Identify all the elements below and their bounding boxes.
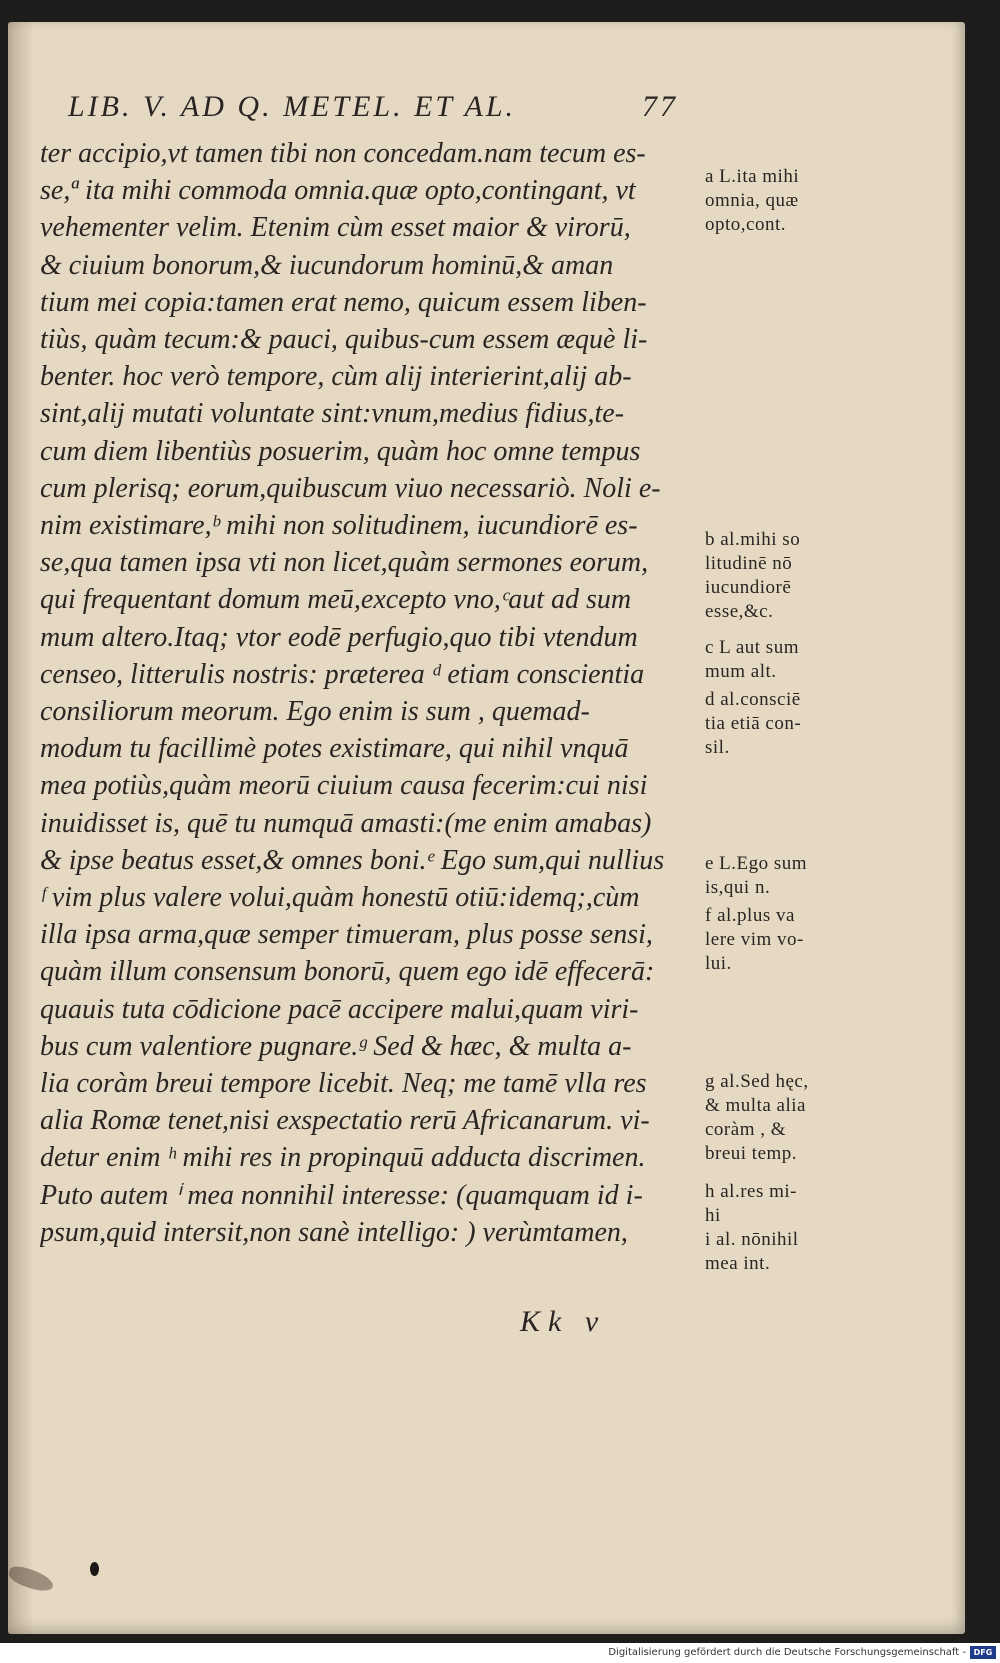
marginal-note-line: g al.Sed hęc, [705, 1071, 809, 1092]
folio-number: 77 [642, 90, 678, 123]
page-gutter-shadow [8, 22, 34, 1634]
marginal-note-c [705, 636, 855, 684]
marginal-note-h [705, 1180, 855, 1228]
text-line: bus cum valentiore pugnare.ᵍ Sed & hæc, & multa a- [40, 1030, 632, 1062]
marginal-note-line: lere vim vo- [705, 929, 804, 950]
text-line: detur enim ʰ mihi res in propinquū adducta discrimen. [40, 1142, 646, 1174]
marginal-note-line: tia etiā con- [705, 713, 802, 734]
text-line: illa ipsa arma,quæ semper timueram, plus posse sensi, [40, 919, 653, 951]
text-line: censeo, litterulis nostris: præterea ᵈ etiam conscientia [40, 658, 645, 690]
main-text-block [40, 135, 700, 1251]
marginal-note-line: esse,&c. [705, 601, 774, 622]
marginal-note-line: h al.res mi- [705, 1181, 798, 1202]
marginal-note-line: f al.plus va [705, 905, 795, 926]
marginal-note-d [705, 688, 855, 760]
text-line: se,ª ita mihi commoda omnia.quæ opto,contingant, vt [40, 175, 636, 207]
text-line: tium mei copia:tamen erat nemo, quicum essem liben- [40, 286, 647, 318]
text-line: quàm illum consensum bonorū, quem ego idē effecerā: [40, 956, 655, 988]
text-line: nim existimare,ᵇ mihi non solitudinem, iucundiorē es- [40, 510, 638, 542]
marginal-note-line: lui. [705, 953, 732, 974]
text-line: ter accipio,vt tamen tibi non concedam.nam tecum es- [40, 138, 646, 169]
text-line: se,qua tamen ipsa vti non licet,quàm sermones eorum, [40, 547, 649, 579]
text-line: modum tu facillimè potes existimare, qui nihil vnquā [40, 733, 629, 765]
marginal-note-line: b al.mihi so [705, 529, 801, 550]
text-line: quauis tuta cōdicione pacē accipere malui,quam viri- [40, 993, 639, 1025]
marginal-note-line: is,qui n. [705, 877, 771, 898]
marginal-note-line: i al. nōnihil [705, 1229, 799, 1250]
marginal-note-line: coràm , & [705, 1119, 787, 1140]
text-line: mum altero.Itaq; vtor eodē perfugio,quo tibi vtendum [40, 621, 638, 653]
marginal-note-line: e L.Ego sum [705, 853, 808, 874]
marginal-note-line: a L.ita mihi [705, 166, 800, 187]
marginal-note-line: hi [705, 1205, 721, 1226]
text-line: psum,quid intersit,non sanè intelligo: ) verùmtamen, [40, 1216, 628, 1248]
marginal-note-line: sil. [705, 737, 730, 758]
running-header [68, 90, 678, 130]
text-line: Puto autem ⁱ mea nonnihil interesse: (quamquam id i- [40, 1179, 643, 1211]
dfg-logo: DFG [970, 1646, 996, 1659]
marginal-note-line: breui temp. [705, 1143, 798, 1164]
text-line: & ciuium bonorum,& iucundorum hominū,& aman [40, 249, 614, 281]
text-line: tiùs, quàm tecum:& pauci, quibus-cum essem æquè li- [40, 324, 648, 356]
ink-spot [90, 1562, 99, 1576]
marginal-note-line: mum alt. [705, 661, 777, 682]
marginal-note-line: litudinē nō [705, 553, 793, 574]
text-line: lia coràm breui tempore licebit. Neq; me tamē vlla res [40, 1068, 647, 1100]
text-line: sint,alij mutati voluntate sint:vnum,medius fidius,te- [40, 398, 625, 430]
marginal-note-line: iucundiorē [705, 577, 792, 598]
marginal-note-g [705, 1070, 855, 1166]
marginal-note-f [705, 904, 855, 976]
text-line: mea potiùs,quàm meorū ciuium causa fecerim:cui nisi [40, 770, 648, 802]
text-line: qui frequentant domum meū,excepto vno,ᶜaut ad sum [40, 584, 632, 616]
text-line: alia Romæ tenet,nisi exspectatio rerū Africanarum. vi- [40, 1105, 650, 1137]
marginal-note-a [705, 165, 855, 237]
text-line: & ipse beatus esset,& omnes boni.ᵉ Ego sum,qui nullius [40, 844, 665, 876]
marginal-note-e [705, 852, 855, 900]
marginal-note-line: mea int. [705, 1253, 771, 1274]
marginal-note-i [705, 1228, 855, 1276]
text-line: vehementer velim. Etenim cùm esset maior & virorū, [40, 212, 631, 244]
text-line: benter. hoc verò tempore, cùm alij interierint,alij ab- [40, 361, 632, 393]
marginal-note-line: d al.consciē [705, 689, 801, 710]
signature-mark: Kk v [520, 1305, 607, 1338]
text-line: cum plerisq; eorum,quibuscum viuo necessariò. Noli e- [40, 472, 661, 504]
marginal-note-line: opto,cont. [705, 214, 786, 235]
marginal-note-line: c L aut sum [705, 637, 799, 658]
funding-credit: Digitalisierung gefördert durch die Deutsche Forschungsgemeinschaft - [608, 1647, 966, 1658]
running-title: LIB. V. AD Q. METEL. ET AL. [68, 90, 517, 123]
marginal-note-line: & multa alia [705, 1095, 806, 1116]
marginal-note-line: omnia, quæ [705, 190, 799, 211]
text-line: inuidisset is, quē tu numquā amasti:(me enim amabas) [40, 807, 652, 839]
marginal-note-b [705, 528, 855, 624]
text-line: cum diem libentiùs posuerim, quàm hoc omne tempus [40, 435, 641, 467]
text-line: ᶠ vim plus valere volui,quàm honestū otiū:idemq;,cùm [40, 882, 640, 914]
text-line: consiliorum meorum. Ego enim is sum , quemad- [40, 696, 590, 728]
